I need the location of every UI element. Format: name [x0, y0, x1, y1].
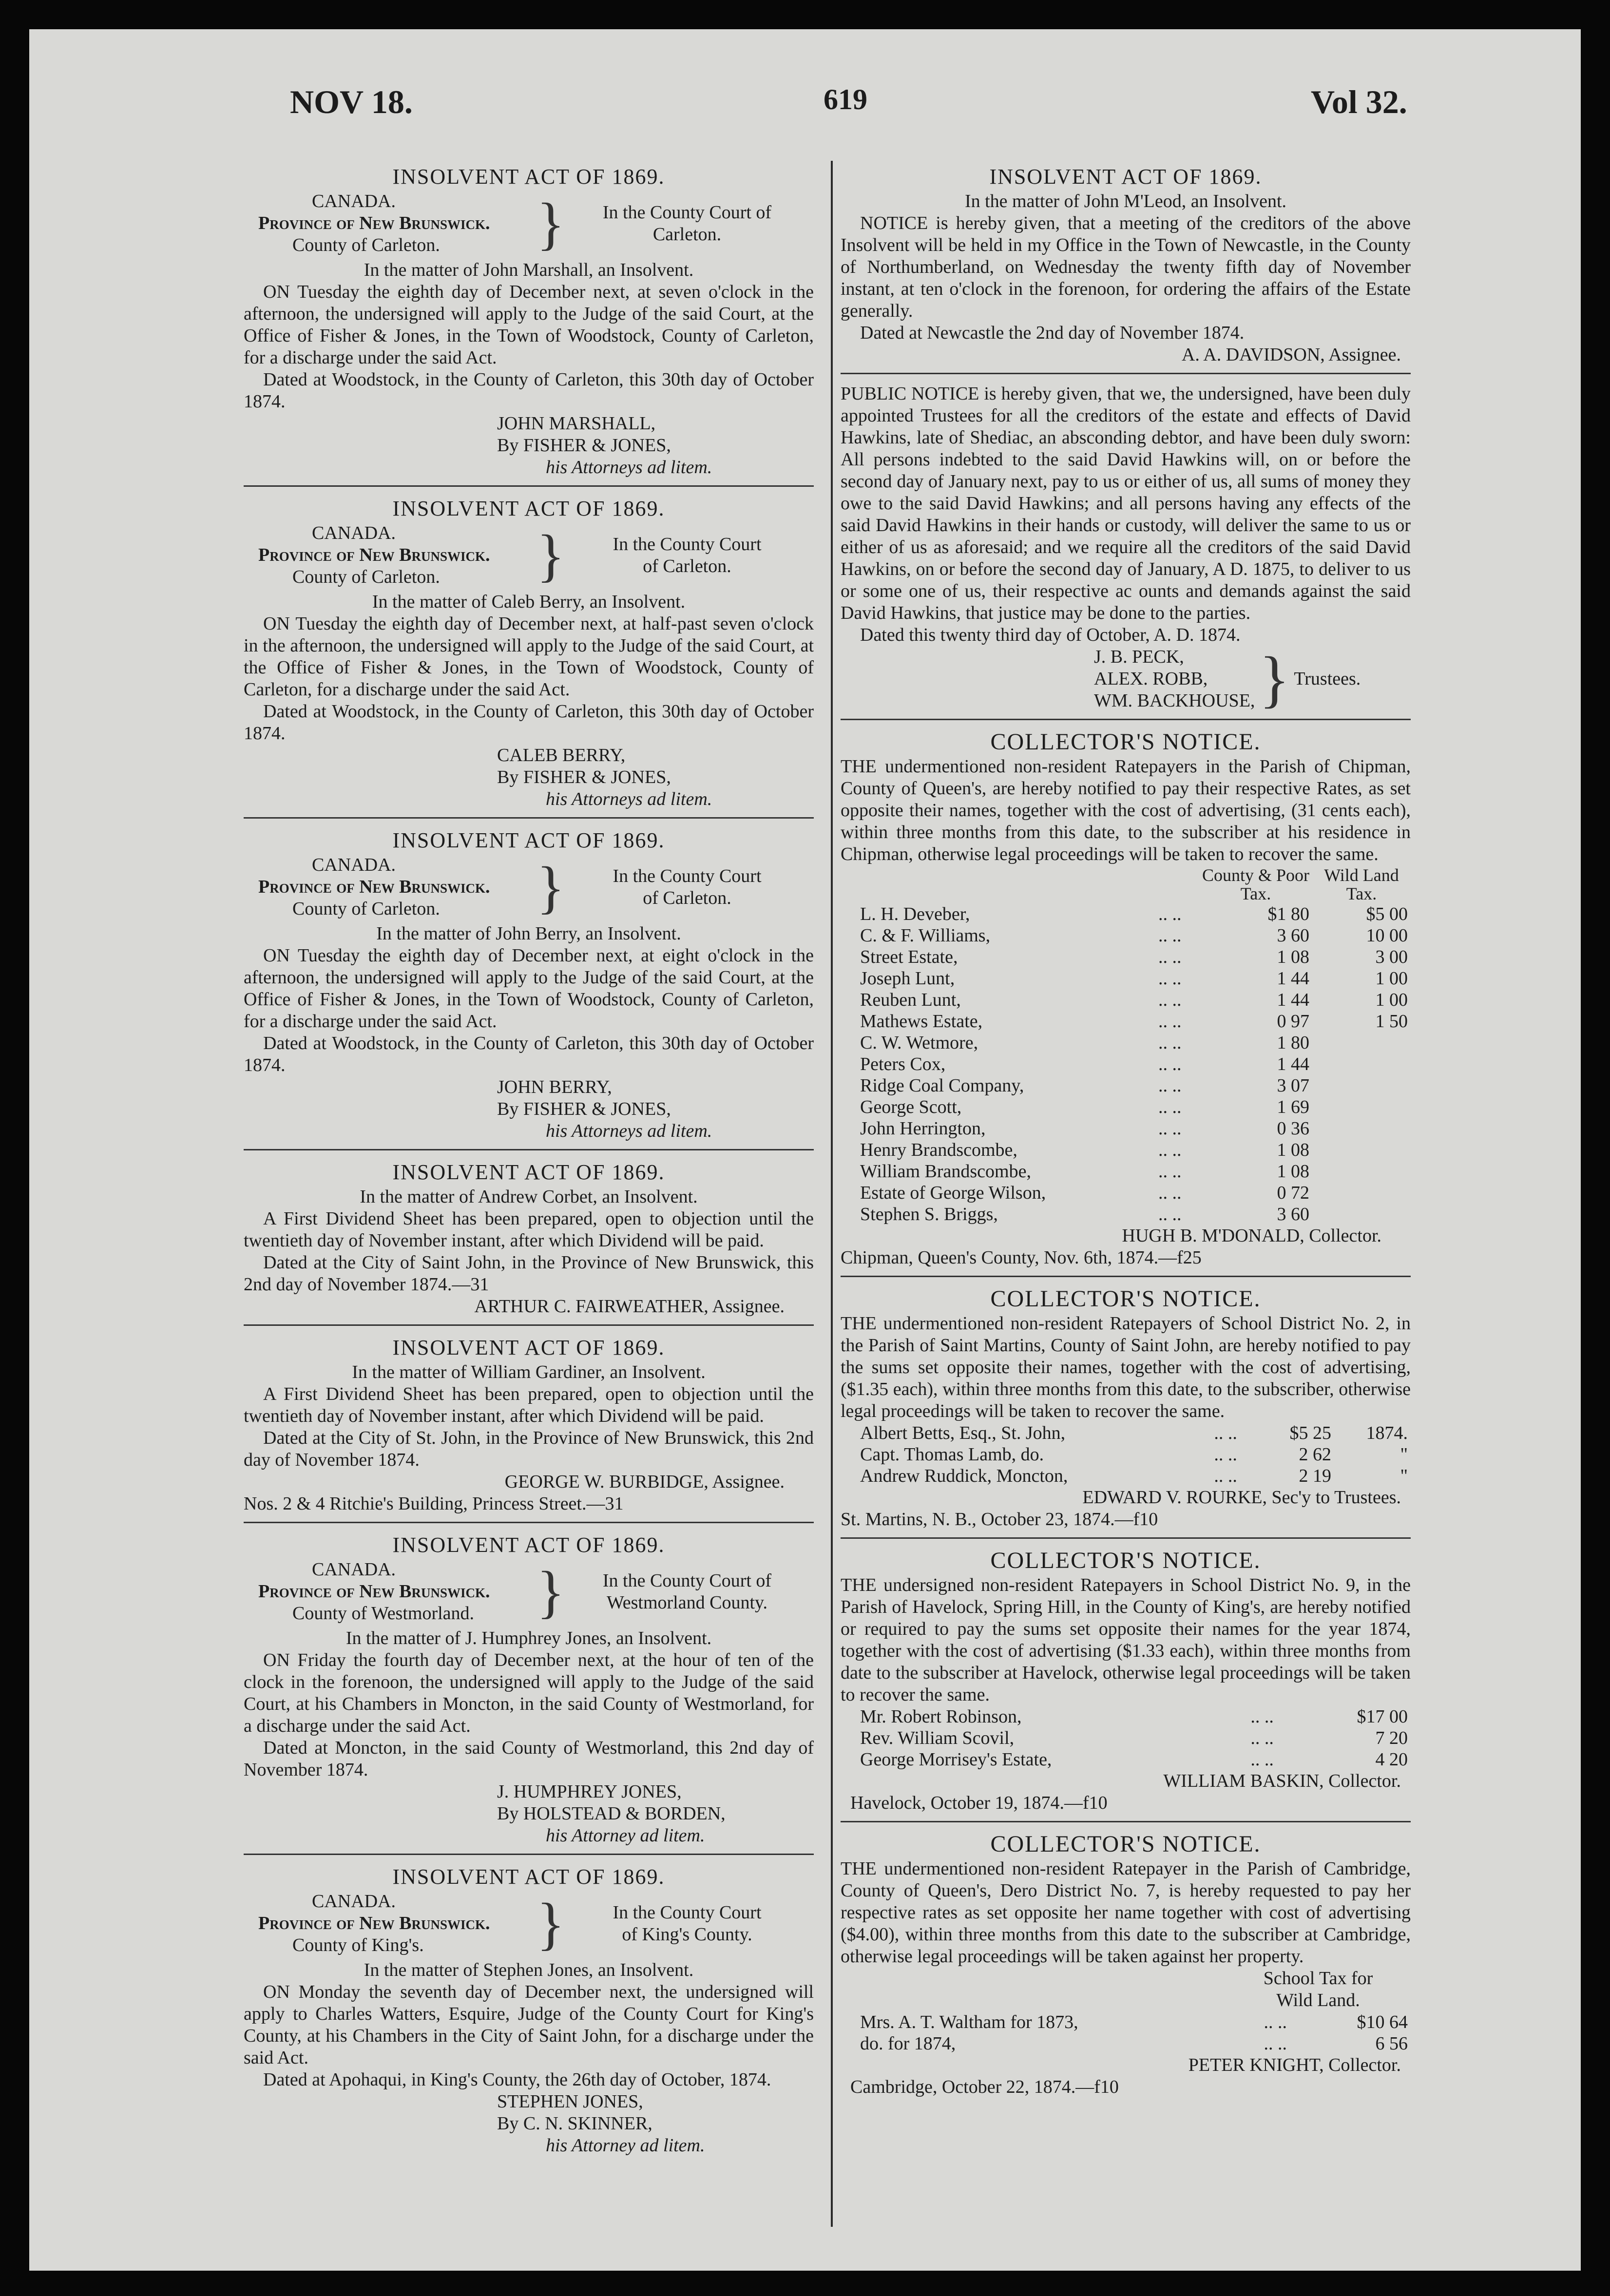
- dated-line: Dated at Woodstock, in the County of Carleton, this 30th day of October 1874.: [244, 369, 814, 412]
- amount-cell: $10 64: [1357, 2012, 1408, 2032]
- leader-dots: .. ..: [1214, 1423, 1237, 1443]
- amount-cell: 1 80: [1277, 1033, 1309, 1053]
- header-date: NOV 18.: [290, 83, 413, 120]
- signature-line: JOHN MARSHALL,: [497, 413, 656, 434]
- ratepayer-name: Reuben Lunt,: [860, 990, 961, 1010]
- collector-notice-havelock: [841, 1545, 1411, 1822]
- leader-dots: .. ..: [1158, 1097, 1182, 1117]
- signature-line: PETER KNIGHT, Collector.: [1188, 2055, 1401, 2075]
- ratepayer-name: Andrew Ruddick, Moncton,: [860, 1466, 1068, 1486]
- county-label: County of Carleton.: [292, 567, 440, 587]
- court-block: [244, 1891, 814, 1956]
- notice-body: ON Monday the seventh day of December next, the undersigned will apply to Charles Watters, Esquire, Judge of the County Court for King's County, at his Chambers in the City of Saint John, for a discharge under the said Act.: [244, 1982, 814, 2068]
- leader-dots: .. ..: [1158, 947, 1182, 967]
- amount-cell: 3 07: [1277, 1075, 1309, 1096]
- brace-glyph: }: [537, 1891, 565, 1956]
- ratepayer-name: L. H. Deveber,: [860, 904, 970, 924]
- amount-cell: 0 97: [1277, 1011, 1309, 1032]
- canada-label: CANADA.: [312, 191, 396, 211]
- ratepayer-name: Henry Brandscombe,: [860, 1140, 1017, 1160]
- notice-body: ON Friday the fourth day of December next, at the hour of ten of the clock in the forenoon, the undersigned will apply to the Judge of the said Court, at his Chambers in Moncton, in the said County of Westmorland, for a discharge under the said Act.: [244, 1650, 814, 1736]
- notice-mcleod: [841, 161, 1411, 374]
- amount-cell: 2 19: [1299, 1466, 1332, 1486]
- table-row: [841, 1204, 1411, 1225]
- leader-dots: .. ..: [1250, 1749, 1274, 1770]
- amount-cell: 0 72: [1277, 1183, 1309, 1203]
- signature-line: his Attorneys ad litem.: [546, 457, 712, 478]
- signature-line: his Attorney ad litem.: [546, 2135, 705, 2156]
- leader-dots: .. ..: [1264, 2012, 1287, 2032]
- canada-label: CANADA.: [312, 523, 396, 543]
- notice-title: COLLECTOR'S NOTICE.: [990, 1831, 1261, 1857]
- matter-line: In the matter of William Gardiner, an Insolvent.: [352, 1362, 706, 1382]
- ratepayer-table: [841, 1422, 1411, 1487]
- leader-dots: .. ..: [1158, 1054, 1182, 1074]
- signature-line: his Attorneys ad litem.: [546, 789, 712, 809]
- table-row: [841, 1465, 1411, 1487]
- court-block: [244, 191, 814, 256]
- court-line: In the County Court: [613, 534, 762, 555]
- notice-body: ON Tuesday the eighth day of December next, at seven o'clock in the afternoon, the undersigned will apply to the Judge of the said Court, at the Office of Fisher & Jones, in the Town of Woodstock, County of Carleton, for a discharge under the said Act.: [244, 282, 814, 368]
- left-column: [244, 161, 814, 2169]
- ratepayer-name: Ridge Coal Company,: [860, 1075, 1024, 1096]
- signature-line: WILLIAM BASKIN, Collector.: [1163, 1771, 1401, 1791]
- signature-line: JOHN BERRY,: [497, 1077, 612, 1097]
- ratepayer-table: [841, 1706, 1411, 1770]
- ratepayer-name: Mrs. A. T. Waltham for 1873,: [860, 2012, 1078, 2032]
- ratepayer-name: William Brandscombe,: [860, 1161, 1031, 1182]
- leader-dots: .. ..: [1214, 1466, 1237, 1486]
- table-row: [841, 1011, 1411, 1032]
- amount-cell: [1312, 1161, 1411, 1182]
- table-row: [841, 1118, 1411, 1139]
- table-row: [841, 968, 1411, 989]
- signature-line: By FISHER & JONES,: [497, 767, 671, 787]
- trustee-name: WM. BACKHOUSE,: [1094, 690, 1255, 711]
- matter-line: In the matter of Caleb Berry, an Insolvent.: [372, 592, 686, 612]
- canada-label: CANADA.: [312, 1559, 396, 1580]
- leader-dots: .. ..: [1158, 1118, 1182, 1139]
- table-row: [841, 1727, 1411, 1749]
- court-line: of Carleton.: [643, 887, 731, 908]
- notice-body: A First Dividend Sheet has been prepared, open to objection until the twentieth day of November instant, after which Dividend will be paid.: [244, 1208, 814, 1251]
- signature-line: By HOLSTEAD & BORDEN,: [497, 1803, 726, 1824]
- newspaper-page: [29, 29, 1581, 2271]
- amount-cell: [1312, 1182, 1411, 1204]
- notice-stephen-jones: [244, 1861, 814, 2163]
- notice-body: ON Tuesday the eighth day of December next, at eight o'clock in the afternoon, the undersigned will apply to the Judge of the said Court, at the Office of Fisher & Jones, in the Town of Woodstock, County of Carleton, for a discharge under the said Act.: [244, 945, 814, 1032]
- court-block: [244, 1559, 814, 1625]
- amount-cell: [1312, 1053, 1411, 1075]
- amount-cell: 1 44: [1277, 990, 1309, 1010]
- amount-cell: 4 20: [1375, 1749, 1408, 1770]
- place-date-line: St. Martins, N. B., October 23, 1874.—f10: [841, 1509, 1158, 1530]
- dated-line: Dated at Apohaqui, in King's County, the 26th day of October, 1874.: [263, 2069, 771, 2090]
- notice-body: A First Dividend Sheet has been prepared, open to objection until the twentieth day of November instant, after which Dividend will be paid.: [244, 1384, 814, 1426]
- table-row: [841, 1422, 1411, 1444]
- notice-john-berry: [244, 824, 814, 1150]
- dated-line: Dated at the City of St. John, in the Province of New Brunswick, this 2nd day of November 1874.: [244, 1428, 814, 1470]
- signature-line: A. A. DAVIDSON, Assignee.: [1181, 344, 1401, 365]
- county-label: County of Westmorland.: [292, 1603, 475, 1624]
- table-row: [841, 989, 1411, 1011]
- amount-cell: 1 08: [1277, 1161, 1309, 1182]
- notice-title: COLLECTOR'S NOTICE.: [990, 1548, 1261, 1573]
- signature-line: HUGH B. M'DONALD, Collector.: [1122, 1225, 1381, 1246]
- leader-dots: .. ..: [1158, 968, 1182, 989]
- amount-cell: 1 00: [1375, 968, 1408, 989]
- notice-title: INSOLVENT ACT OF 1869.: [392, 497, 665, 520]
- amount-cell: 3 60: [1277, 1204, 1309, 1225]
- notice-title: COLLECTOR'S NOTICE.: [990, 729, 1261, 755]
- signature-line: GEORGE W. BURBIDGE, Assignee.: [504, 1472, 785, 1492]
- amount-cell: [1312, 1204, 1411, 1225]
- amount-cell: 6 56: [1375, 2033, 1408, 2054]
- ratepayer-name: Mr. Robert Robinson,: [860, 1706, 1022, 1727]
- leader-dots: .. ..: [1158, 990, 1182, 1010]
- ratepayer-name: Albert Betts, Esq., St. John,: [860, 1423, 1066, 1443]
- trustee-name: J. B. PECK,: [1094, 647, 1184, 667]
- amount-cell: 1 08: [1277, 947, 1309, 967]
- table-row: [841, 1444, 1411, 1465]
- notice-hawkins-trustees: [841, 380, 1411, 720]
- matter-line: In the matter of Stephen Jones, an Insolvent.: [364, 1960, 694, 1980]
- dated-line: Dated at Woodstock, in the County of Carleton, this 30th day of October 1874.: [244, 1033, 814, 1075]
- leader-dots: .. ..: [1158, 1011, 1182, 1032]
- column-divider: [831, 161, 833, 2227]
- signature-line: ARTHUR C. FAIRWEATHER, Assignee.: [474, 1296, 785, 1317]
- table-row: [841, 2011, 1411, 2033]
- amount-cell: 1874.: [1366, 1423, 1408, 1443]
- notice-body: THE undermentioned non-resident Ratepayers of School District No. 2, in the Parish of Saint Martins, County of Saint John, are hereby notified to pay the sums set opposite their names, together with the cost of advertising, ($1.35 each), within three months from this date, to the subscriber, otherwise legal proceedings will be taken to recover the same.: [841, 1313, 1411, 1421]
- ratepayer-table: [841, 2011, 1411, 2054]
- amount-cell: [1312, 1032, 1411, 1053]
- leader-dots: .. ..: [1158, 1140, 1182, 1160]
- leader-dots: .. ..: [1250, 1728, 1274, 1748]
- signature-line: By C. N. SKINNER,: [497, 2113, 652, 2134]
- amount-cell: 1 00: [1375, 990, 1408, 1010]
- notice-humphrey-jones: [244, 1529, 814, 1855]
- table-row: [841, 1096, 1411, 1118]
- matter-line: In the matter of J. Humphrey Jones, an Insolvent.: [345, 1628, 712, 1648]
- header-page-number: 619: [824, 83, 867, 115]
- brace-glyph: }: [537, 1559, 565, 1624]
- province-label: Province of New Brunswick.: [258, 1581, 490, 1602]
- header-volume: Vol 32.: [1311, 83, 1407, 120]
- table-row: [841, 1075, 1411, 1096]
- province-label: Province of New Brunswick.: [258, 877, 490, 897]
- table-row: [841, 946, 1411, 968]
- notice-body: PUBLIC NOTICE is hereby given, that we, the undersigned, have been duly appointed Trustees for all the creditors of the estate and effects of David Hawkins, late of Shediac, an absconding debtor, and have been duly sworn: All persons indebted to the said David Hawkins will, on or before the second day of January next, pay to us or either of us, all sums of money they owe to the said David Hawkins; and all persons having any effects of the said David Hawkins in their hands or custody, will deliver the same to us or either of us as aforesaid; and we require all the creditors of the said David Hawkins, on or before the second day of January, A D. 1875, to deliver to us or some one of us, their respective ac ounts and demands against the said David Hawkins, that justice may be done to the parties.: [841, 383, 1411, 623]
- amount-cell: [1312, 1096, 1411, 1118]
- ratepayer-name: George Scott,: [860, 1097, 962, 1117]
- court-line: In the County Court of: [602, 1570, 772, 1591]
- leader-dots: .. ..: [1250, 1706, 1274, 1727]
- signature-line: J. HUMPHREY JONES,: [497, 1781, 682, 1802]
- amount-cell: 7 20: [1375, 1728, 1408, 1748]
- signature-line: STEPHEN JONES,: [497, 2091, 643, 2112]
- leader-dots: .. ..: [1264, 2033, 1287, 2054]
- notice-title: INSOLVENT ACT OF 1869.: [392, 1533, 665, 1557]
- amount-cell: ": [1400, 1466, 1408, 1486]
- amount-cell: ": [1400, 1444, 1408, 1465]
- notice-body: THE undermentioned non-resident Ratepayer in the Parish of Cambridge, County of Queen's, Dero District No. 7, is hereby requested to pay her respective rates as set opposite her name together with cost of advertising ($4.00), within three months from this date to the subscriber at Cambridge, otherwise legal proceedings will be taken against her property.: [841, 1858, 1411, 1967]
- brace-glyph: }: [537, 191, 565, 256]
- matter-line: In the matter of John Berry, an Insolvent.: [376, 923, 681, 944]
- dated-line: Dated at Newcastle the 2nd day of November 1874.: [860, 323, 1245, 343]
- court-line: In the County Court of: [602, 202, 772, 223]
- amount-cell: $1 80: [1267, 904, 1309, 924]
- notice-title: INSOLVENT ACT OF 1869.: [392, 1865, 665, 1889]
- collector-notice-chipman: [841, 726, 1411, 1277]
- court-line: Carleton.: [652, 224, 722, 245]
- signature-line: his Attorney ad litem.: [546, 1825, 705, 1846]
- notice-marshall: [244, 161, 814, 487]
- court-line: of King's County.: [622, 1924, 752, 1945]
- court-line: Westmorland County.: [606, 1592, 768, 1613]
- court-block: [244, 854, 814, 920]
- table-row: [841, 1053, 1411, 1075]
- notice-body: ON Tuesday the eighth day of December next, at half-past seven o'clock in the afternoon, the undersigned will apply to the Judge of the said Court, at the Office of Fisher & Jones, in the Town of Woodstock, County of Carleton, for a discharge under the said Act.: [244, 613, 814, 700]
- amount-cell: 2 62: [1299, 1444, 1332, 1465]
- leader-dots: .. ..: [1158, 1183, 1182, 1203]
- brace-glyph: }: [537, 522, 565, 588]
- table-row: [841, 1182, 1411, 1204]
- county-label: County of King's.: [292, 1935, 424, 1955]
- column-header: School Tax for Wild Land.: [1263, 1968, 1373, 2010]
- amount-cell: $5 25: [1289, 1423, 1332, 1443]
- dated-line: Dated this twenty third day of October, A. D. 1874.: [860, 625, 1241, 645]
- province-label: Province of New Brunswick.: [258, 545, 490, 565]
- court-line: In the County Court: [613, 1902, 762, 1923]
- table-row: [841, 1161, 1411, 1182]
- notice-body: THE undersigned non-resident Ratepayers in School District No. 9, in the Parish of Havelock, Spring Hill, in the County of King's, are hereby notified or required to pay the sums set opposite their names for the year 1874, together with the cost of advertising ($1.33 each), within three months from date to the subscriber at Havelock, otherwise legal proceedings will be taken to recover the same.: [841, 1575, 1411, 1705]
- column-header: Wild Land Tax.: [1324, 865, 1399, 903]
- signature-line: CALEB BERRY,: [497, 745, 626, 765]
- notice-caleb-berry: [244, 493, 814, 819]
- province-label: Province of New Brunswick.: [258, 213, 490, 233]
- ratepayer-name: Street Estate,: [860, 947, 958, 967]
- signature-line: EDWARD V. ROURKE, Sec'y to Trustees.: [1082, 1487, 1401, 1508]
- ratepayer-name: C. W. Wetmore,: [860, 1033, 978, 1053]
- amount-cell: 1 69: [1277, 1097, 1309, 1117]
- amount-cell: 10 00: [1366, 925, 1408, 946]
- amount-cell: [1312, 1139, 1411, 1161]
- table-row: [841, 1749, 1411, 1770]
- ratepayer-name: Mathews Estate,: [860, 1011, 983, 1032]
- column-header: County & Poor Tax.: [1202, 865, 1310, 903]
- dated-line: Dated at Moncton, in the said County of Westmorland, this 2nd day of November 1874.: [244, 1738, 814, 1780]
- notice-title: INSOLVENT ACT OF 1869.: [392, 1160, 665, 1184]
- ratepayer-name: Peters Cox,: [860, 1054, 946, 1074]
- notice-title: INSOLVENT ACT OF 1869.: [392, 165, 665, 189]
- right-column: [841, 161, 1411, 2111]
- amount-cell: 1 08: [1277, 1140, 1309, 1160]
- matter-line: In the matter of John Marshall, an Insolvent.: [364, 260, 694, 280]
- ratepayer-name: Joseph Lunt,: [860, 968, 955, 989]
- notice-body: THE undermentioned non-resident Ratepayers in the Parish of Chipman, County of Queen's, are hereby notified to pay their respective Rates, as set opposite their names, together with the cost of advertising, (31 cents each), within three months from this date, to the subscriber at his residence in Chipman, otherwise legal proceedings will be taken to recover the same.: [841, 756, 1411, 864]
- leader-dots: .. ..: [1158, 904, 1182, 924]
- brace-glyph: }: [1259, 644, 1290, 714]
- canada-label: CANADA.: [312, 1891, 396, 1912]
- leader-dots: .. ..: [1158, 1161, 1182, 1182]
- amount-cell: 1 50: [1375, 1011, 1408, 1032]
- table-row: [841, 903, 1411, 925]
- ratepayer-name: Stephen S. Briggs,: [860, 1204, 998, 1225]
- place-date-line: Chipman, Queen's County, Nov. 6th, 1874.—f25: [841, 1247, 1202, 1268]
- table-row: [841, 2033, 1411, 2054]
- matter-line: In the matter of John M'Leod, an Insolvent.: [964, 191, 1287, 211]
- table-row: [841, 925, 1411, 946]
- leader-dots: .. ..: [1158, 1033, 1182, 1053]
- province-label: Province of New Brunswick.: [258, 1913, 490, 1933]
- county-label: County of Carleton.: [292, 235, 440, 255]
- address-line: Nos. 2 & 4 Ritchie's Building, Princess Street.—31: [244, 1493, 624, 1514]
- ratepayer-name: do. for 1874,: [860, 2033, 956, 2054]
- signature-line: By FISHER & JONES,: [497, 435, 671, 456]
- leader-dots: .. ..: [1214, 1444, 1237, 1465]
- leader-dots: .. ..: [1158, 1075, 1182, 1096]
- notice-title: INSOLVENT ACT OF 1869.: [392, 1336, 665, 1359]
- brace-glyph: }: [537, 854, 565, 919]
- table-row: [841, 1139, 1411, 1161]
- leader-dots: .. ..: [1158, 1204, 1182, 1225]
- trustees-block: [841, 646, 1411, 712]
- amount-cell: [1312, 1075, 1411, 1096]
- court-block: [244, 522, 814, 588]
- dated-line: Dated at the City of Saint John, in the Province of New Brunswick, this 2nd day of November 1874.—31: [244, 1252, 814, 1295]
- ratepayer-name: George Morrisey's Estate,: [860, 1749, 1052, 1770]
- notice-title: INSOLVENT ACT OF 1869.: [392, 828, 665, 852]
- notice-body: NOTICE is hereby given, that a meeting of the creditors of the above Insolvent will be held in my Office in the Town of Newcastle, in the County of Northumberland, on Wednesday the twenty fifth day of November instant, at ten o'clock in the forenoon, for ordering the affairs of the Estate generally.: [841, 213, 1411, 321]
- leader-dots: .. ..: [1158, 925, 1182, 946]
- ratepayer-name: Rev. William Scovil,: [860, 1728, 1015, 1748]
- amount-cell: 0 36: [1277, 1118, 1309, 1139]
- notice-title: COLLECTOR'S NOTICE.: [990, 1286, 1261, 1312]
- table-row: [841, 1706, 1411, 1727]
- amount-cell: 1 44: [1277, 1054, 1309, 1074]
- dated-line: Dated at Woodstock, in the County of Carleton, this 30th day of October 1874.: [244, 701, 814, 744]
- ratepayer-name: C. & F. Williams,: [860, 925, 991, 946]
- matter-line: In the matter of Andrew Corbet, an Insolvent.: [360, 1186, 698, 1207]
- canada-label: CANADA.: [312, 855, 396, 875]
- signature-line: By FISHER & JONES,: [497, 1099, 671, 1119]
- amount-cell: $17 00: [1357, 1706, 1408, 1727]
- ratepayer-name: Estate of George Wilson,: [860, 1183, 1046, 1203]
- amount-cell: 3 60: [1277, 925, 1309, 946]
- trustee-name: ALEX. ROBB,: [1094, 669, 1208, 689]
- place-date-line: Havelock, October 19, 1874.—f10: [850, 1793, 1108, 1813]
- ratepayer-table: [841, 865, 1411, 1225]
- amount-cell: [1312, 1118, 1411, 1139]
- court-line: of Carleton.: [643, 555, 731, 576]
- ratepayer-name: Capt. Thomas Lamb, do.: [860, 1444, 1044, 1465]
- county-label: County of Carleton.: [292, 899, 440, 919]
- collector-notice-cambridge: [841, 1828, 1411, 2105]
- place-date-line: Cambridge, October 22, 1874.—f10: [850, 2077, 1119, 2097]
- amount-cell: $5 00: [1366, 904, 1408, 924]
- trustees-label: Trustees.: [1294, 669, 1361, 689]
- notice-corbet: [244, 1156, 814, 1326]
- notice-gardiner: [244, 1332, 814, 1523]
- signature-line: his Attorneys ad litem.: [546, 1121, 712, 1141]
- amount-cell: 1 44: [1277, 968, 1309, 989]
- ratepayer-name: John Herrington,: [860, 1118, 986, 1139]
- court-line: In the County Court: [613, 865, 762, 886]
- notice-title: INSOLVENT ACT OF 1869.: [989, 165, 1262, 189]
- table-row: [841, 1032, 1411, 1053]
- collector-notice-st-martins: [841, 1283, 1411, 1539]
- amount-cell: 3 00: [1375, 947, 1408, 967]
